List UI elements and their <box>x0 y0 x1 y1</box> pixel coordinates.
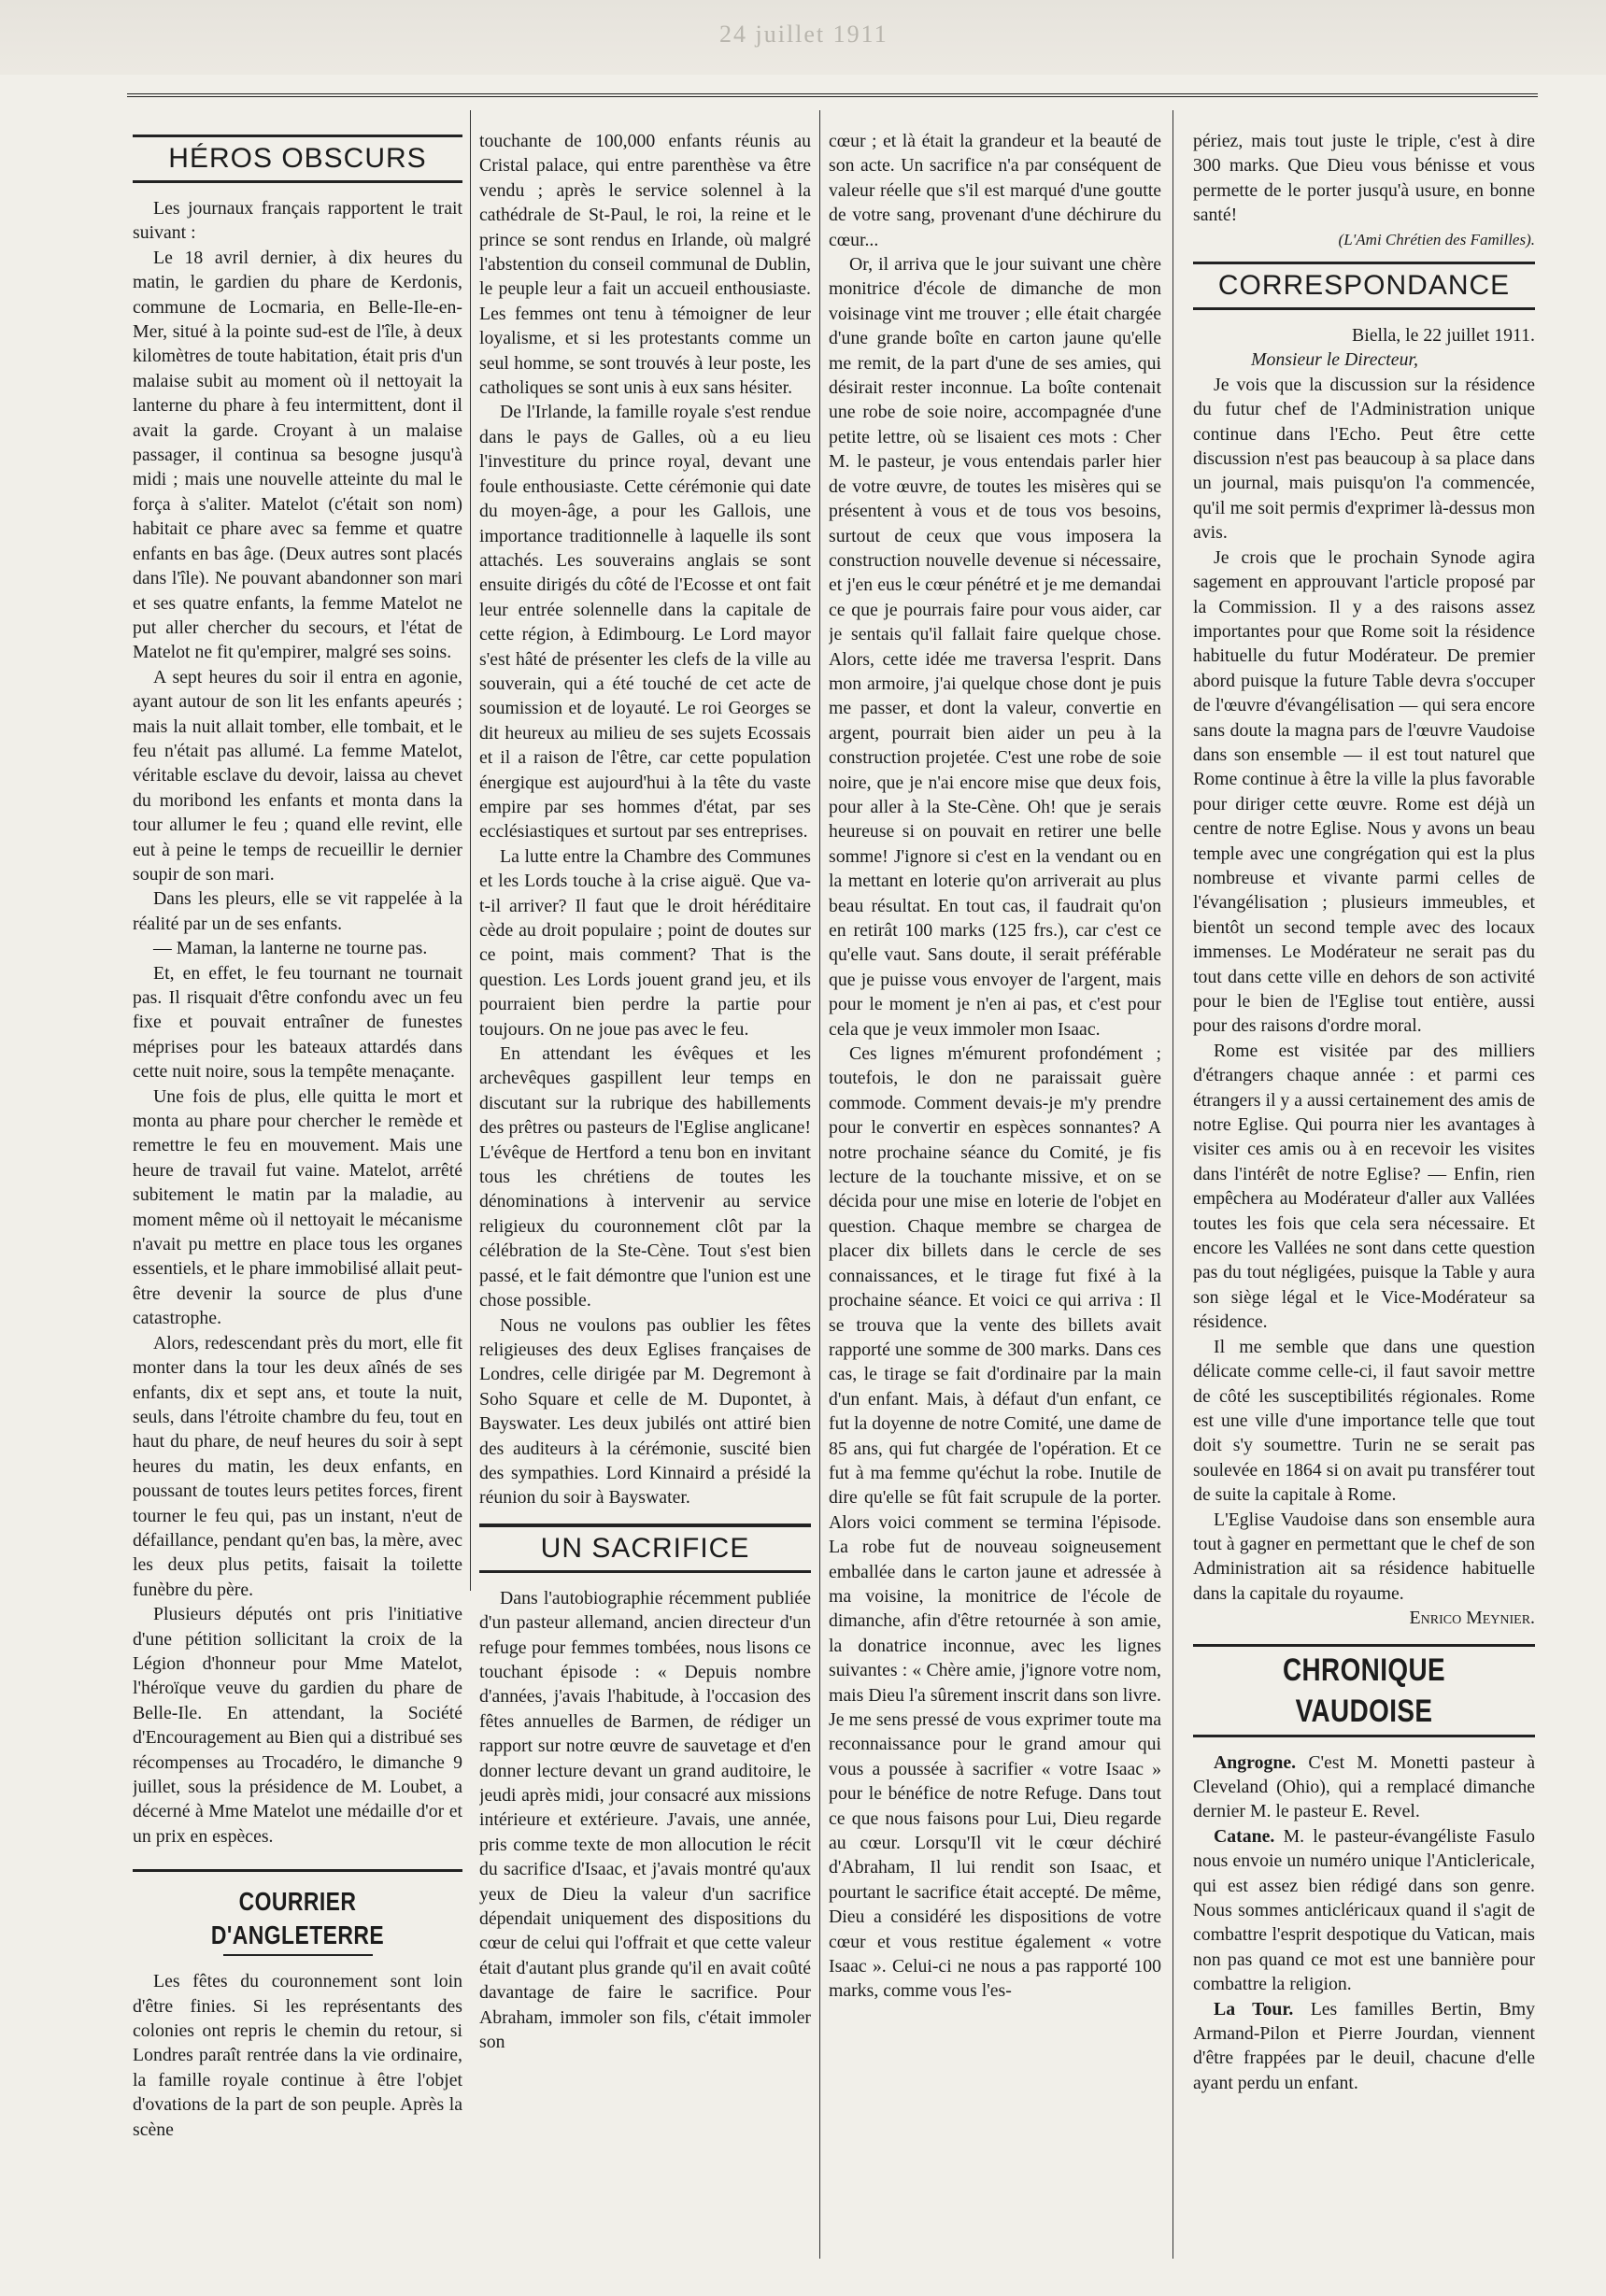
signature-name: Enrico Meynier. <box>1409 1608 1535 1629</box>
courrier-paragraph: Nous ne voulons pas oublier les fêtes religieuses des deux Eglises françaises de Londres, celle dirigée par M. Degremont à Soho Square et celle de M. Dupontet, à Bayswater. Les deux jubilés ont attiré bien des auditeurs à la cérémonie, suscité bien des sympathies. Lord Kinnaird a présidé la réunion du soir à Bayswater. <box>479 1314 811 1509</box>
chronique-title: CHRONIQUE VAUDOISE <box>1282 1651 1446 1729</box>
courrier-title: COURRIER D'ANGLETERRE <box>210 1887 385 1950</box>
sacrifice-paragraph: Or, il arriva que le jour suivant une chère monitrice d'école de dimanche de mon voisinage vint me trouver ; elle était chargée d'une grande boîte en carton jaune qu'elle me remit, de la part d'une de ses amies, qui désirait rester inconnue. La boîte contenait une robe de soie noire, accompagnée d'une petite lettre, où se lisaient ces mots : Cher M. le pasteur, je vous entendais parler hier de votre œuvre, de toutes les misères qui se présentent à vous et de tous vos besoins, surtout de ceux que vous imposera la construction nouvelle devenue si nécessaire, et j'en eus le cœur pénétré et je me demandai ce que je pourrais faire pour vous aider, car je sentais qu'il fallait faire quelque chose. Alors, cette idée me traversa l'esprit. Dans mon armoire, j'ai quelque chose dont je puis me passer, et dont la valeur, convertie en argent, pourrait bien aider un peu à la construction projetée. C'est une robe de soie noire, que je n'ai encore mise que deux fois, pour aller à la Ste-Cène. Oh! que je serais heureuse si on pouvait en retirer une belle somme! J'ignore si c'est en la vendant ou en la mettant en loterie qu'on arriverait au plus beau résultat. En tout cas, il faudrait qu'on en retirât 100 marks (125 frs.), car c'est ce qu'elle vaut. Sans doute, il serait préférable que je puisse vous envoyer de l'argent, mais pour le moment je n'en ai pas, et c'est pour cela que je veux immoler mon Isaac. <box>829 254 1161 1040</box>
chronique-heading <box>1193 1644 1535 1737</box>
chronique-item <box>1193 1750 1535 1824</box>
courrier-heading <box>133 1869 462 1956</box>
correspondance-paragraph: Rome est visitée par des milliers d'étrangers chaque année : et parmi ces étrangers il y a aussi certainement des amis de notre Eglise. Qui pourra nier les avantages à visiter ces amis ou à en recevoir les visites dans l'intérêt de notre Eglise? — Enfin, rien empêchera au Modérateur d'aller aux Vallées toutes les fois que cela sera nécessaire. Et encore les Vallées ne sont dans cette question pas du tout négligées, puisque la Table y aura son siège légal et le Vice-Modérateur sa résidence. <box>1193 1040 1535 1333</box>
chronique-place: La Tour. <box>1214 1998 1294 2020</box>
heros-paragraph: Dans les pleurs, elle se vit rappelée à la réalité par un de ses enfants. <box>133 888 462 934</box>
column-3 <box>829 129 1161 2268</box>
sacrifice-paragraph: cœur ; et là était la grandeur et la beauté de son acte. Un sacrifice n'a par conséquent de valeur réelle que s'il est marqué d'une goutte de votre sang, provenant d'une déchirure du cœur... <box>829 131 1161 250</box>
heros-paragraph: Le 18 avril dernier, à dix heures du matin, le gardien du phare de Kerdonis, commune de Locmaria, en Belle-Ile-en-Mer, situé à la pointe sud-est de l'île, à deux kilomètres de toute habitation, était pris d'un malaise subit au moment où il nettoyait la lanterne du phare à feu intermittent, dont il avait la garde. Croyant à un malaise passager, il continua sa besogne jusqu'à midi ; mais une nouvelle atteinte du mal le força à s'aliter. Matelot (c'était son nom) habitait ce phare avec sa femme et quatre enfants en bas âge. (Deux autres sont placés dans l'île). Ne pouvant abandonner son mari et ses quatre enfants, la femme Matelot ne put aller chercher du secours, et l'état de Matelot ne fit qu'empirer, malgré ses soins. <box>133 247 462 663</box>
column-separator-2 <box>819 110 820 2259</box>
page-top-band <box>0 0 1606 75</box>
sacrifice-title: UN SACRIFICE <box>540 1532 750 1564</box>
correspondance-paragraph: Je crois que le prochain Synode agira sagement en approuvant l'article proposé par la Commission. Il y a des raisons assez importantes pour que Rome soit la résidence habituelle du futur Modérateur. De premier abord puisque la future Table devra s'occuper de l'œuvre d'évangélisation — qui sera encore sans doute la magna pars de l'œuvre Vaudoise dans son ensemble — il est tout naturel que Rome continue à être la ville la plus favorable pour diriger cette œuvre. Rome est déjà un centre de notre Eglise. Nous y avons un beau temple avec une congrégation qui est la plus nombreuse et vivante parmi celles de l'évangélisation ; plusieurs immeubles, et bientôt un second temple avec des locaux immenses. Le Modérateur ne serait pas du tout dans cette ville en dehors de son activité pour le bien de l'Eglise tout entière, aussi pour des raisons d'ordre moral. <box>1193 546 1535 1037</box>
chronique-place: Catane. <box>1214 1825 1275 1847</box>
correspondance-signature <box>1193 1606 1535 1630</box>
chronique-item <box>1193 1997 1535 2096</box>
courrier-paragraph: La lutte entre la Chambre des Communes et les Lords touche à la crise aiguë. Que va-t-il arriver? Il faut que le droit héréditaire cède au droit populaire ; point de doutes sur ce point, mais comment? That is the question. Les Lords jouent grand jeu, et ils pourraient bien perdre la partie pour toujours. On ne joue pas avec le feu. <box>479 845 811 1040</box>
column-4 <box>1193 129 1535 2268</box>
faint-header-date: 24 juillet 1911 <box>719 21 888 48</box>
heros-paragraph: Plusieurs députés ont pris l'initiative d'une pétition sollicitant la croix de la Légion d'honneur pour Mme Matelot, l'héroïque veuve du gardien du phare de Belle-Ile. En attendant, la Société d'Encouragement au Bien qui a distribué ses récompenses au Trocadéro, le dimanche 9 juillet, sous la présidence de M. Loubet, a décerné à Mme Matelot une médaille d'or et un prix en espèces. <box>133 1604 462 1847</box>
chronique-item <box>1193 1824 1535 1997</box>
courrier-title-rule <box>223 1954 373 1956</box>
column-1 <box>133 129 462 2268</box>
heros-paragraph: Alors, redescendant près du mort, elle fit monter dans la tour les deux aînés de ses enfants, dix et sept ans, et toute la nuit, seuls, dans l'étroite chambre du feu, tout en haut du phare, de neuf heures du soir à sept heures du matin, les deux enfants, en poussant de toutes leurs petites forces, firent tourner le feu qui, pas un instant, n'eut de défaillance, pendant qu'en bas, la mère, avec les deux plus petits, faisait la toilette funèbre du père. <box>133 1332 462 1600</box>
heros-paragraph: Les journaux français rapportent le trait suivant : <box>133 198 462 244</box>
column-separator-1 <box>470 110 471 1591</box>
sacrifice-heading <box>479 1524 811 1573</box>
heros-paragraph: Et, en effet, le feu tournant ne tournait pas. Il risquait d'être confondu avec un feu fixe et pouvait entraîner de funestes méprises pour les bateaux attardés dans cette nuit noire, sous la tempête menaçante. <box>133 962 462 1083</box>
sacrifice-paragraph: Ces lignes m'émurent profondément ; toutefois, le don ne paraissait guère commode. Comment devais-je m'y prendre pour le convertir en espèces sonnantes? A notre prochaine séance du Comité, je fis lecture de la touchante missive, et on se décida pour une mise en loterie de l'objet en question. Chaque membre se chargea de placer dix billets dans le cercle de ses connaissances, et le tirage fut fixé à la prochaine séance. Et voici ce qui arriva : Il se trouva que la vente des billets avait rapporté une somme de 300 marks. Dans ces cas, le tirage se fait d'ordinaire par la main d'un enfant. Mais, à défaut d'un enfant, ce fut la doyenne de notre Comité, une dame de 85 ans, qui fut chargée de l'opération. Et ce fut à ma femme qu'échut la robe. Inutile de dire qu'elle se fût fait scrupule de la porter. Alors voici comment se termina l'épisode. La robe fut de nouveau soigneusement emballée dans le carton jaune et adressée à ma voisine, la monitrice de l'école de dimanche, afin d'être retournée à son amie, la donatrice inconnue, avec les lignes suivantes : « Chère amie, j'ignore votre nom, mais Dieu l'a sûrement inscrit dans son livre. Je me sens pressé de vous exprimer toute ma reconnaissance pour le grand amour qui vous a poussée à sacrifier « votre Isaac » pour le bénéfice de notre Refuge. Dans tout ce que nous faisons pour Lui, Dieu regarde au cœur. Lorsqu'Il vit le cœur déchiré d'Abraham, Il lui rendit son Isaac, et pourtant le sacrifice était accepté. De même, Dieu a considéré les dispositions de votre cœur et vous restitue également « votre Isaac ». Celui-ci ne nous a pas rapporté 100 marks, comme vous l'es- <box>829 1043 1161 2002</box>
heros-paragraph: A sept heures du soir il entra en agonie, ayant autour de son lit les enfants apeurés ; mais la nuit allait tomber, elle tombait, et le feu n'était pas allumé. La femme Matelot, véritable esclave du devoir, laissa au chevet du moribond les enfants et monta dans la tour allumer le feu ; quand elle revint, elle eut à peine le temps de recueillir le dernier soupir de son mari. <box>133 666 462 885</box>
chronique-text: M. le pasteur-évangéliste Fasulo nous envoie un numéro unique l'Anticlericale, qui est assez bien rédigé dans son genre. Nous sommes anticléricaux quand il s'agit de combattre l'esprit despotique du Vatican, mais non pas quand ce mot est une bannière pour combattre la religion. <box>1193 1825 1535 1995</box>
heros-paragraph: Une fois de plus, elle quitta le mort et monta au phare pour chercher le remède et remettre le feu en mouvement. Mais une heure de travail fut vaine. Matelot, arrêté subitement le matin par la maladie, au moment même où il nettoyait le mécanisme n'avait pu mettre en place tous les organes essentiels, et le phare immobilisé allait peut-être devenir la source de plus d'une catastrophe. <box>133 1085 462 1329</box>
chronique-text: C'est M. Monetti pasteur à Cleveland (Ohio), qui a remplacé dimanche dernier M. le pasteur E. Revel. <box>1193 1751 1535 1822</box>
heros-paragraph: — Maman, la lanterne ne tourne pas. <box>153 938 428 959</box>
courrier-paragraph: Les fêtes du couronnement sont loin d'être finies. Si les représentants des colonies ont repris le chemin du retour, si Londres paraît rentrée dans la vie ordinaire, la famille royale continue à être l'objet d'ovations de la part de son peuple. Après la scène <box>133 1971 462 2140</box>
correspondance-dateline: Biella, le 22 juillet 1911. <box>1352 325 1535 347</box>
column-2 <box>479 129 811 2268</box>
chronique-place: Angrogne. <box>1214 1751 1297 1773</box>
correspondance-title: CORRESPONDANCE <box>1217 270 1511 302</box>
sacrifice-paragraph: périez, mais tout juste le triple, c'est à dire 300 marks. Que Dieu vous bénisse et vous permette de le porter jusqu'à usure, en bonne santé! <box>1193 131 1535 226</box>
courrier-paragraph: De l'Irlande, la famille royale s'est rendue dans le pays de Galles, où a eu lieu l'investiture du prince royal, devant une foule enthousiaste. Cette cérémonie qui date du moyen-âge, a pour les Gallois, une importance traditionnelle à laquelle ils sont attachés. Les souverains anglais se sont ensuite dirigés du côté de l'Ecosse et ont fait leur entrée solennelle dans la capitale de cette région, à Edimbourg. Le Lord mayor s'est hâté de présenter les clefs de la ville au souverain, qui a été touché de cet acte de soumission et de loyauté. Le roi Georges se dit heureux au milieu de ses sujets Ecossais et il a raison de l'être, car cette population énergique est aujourd'hui à la tête du vaste empire par ses hommes d'état, par ses ecclésiastiques et surtout par ses entreprises. <box>479 402 811 843</box>
correspondance-paragraph: Il me semble que dans une question délicate comme celle-ci, il faut savoir mettre de côté les susceptibilités régionales. Rome est une ville d'une importance telle que tout doit s'y soumettre. Turin ne se serait pas soulevée en 1864 si on avait pu transférer tout de suite la capitale à Rome. <box>1193 1336 1535 1506</box>
correspondance-heading <box>1193 262 1535 310</box>
heros-title: HÉROS OBSCURS <box>168 143 427 174</box>
heros-heading <box>133 135 462 183</box>
courrier-paragraph: En attendant les évêques et les archevêques gaspillent leur temps en discutant sur la rubrique des habillements des prêtres ou pasteurs de l'Eglise anglicane! L'évêque de Hertford a tenu bon en invitant tous les chrétiens de toutes les dénominations à intervenir au service religieux du couronnement clôt par la célébration de la Ste-Cène. Tout s'est bien passé, et le fait démontre que l'union est une chose possible. <box>479 1043 811 1311</box>
sacrifice-source: (L'Ami Chrétien des Familles). <box>1338 230 1535 248</box>
correspondance-salutation: Monsieur le Directeur, <box>1251 349 1418 371</box>
correspondance-paragraph: Je vois que la discussion sur la résidence du futur chef de l'Administration unique continue dans l'Echo. Peut être cette discussion n'est pas beaucoup à sa place dans un journal, mais puisqu'on l'a commencée, qu'il me soit permis d'exprimer là-dessus mon avis. <box>1193 374 1535 544</box>
courrier-paragraph: touchante de 100,000 enfants réunis au Cristal palace, qui entre parenthèse va être vendu ; après le service solennel à la cathédrale de St-Paul, le roi, la reine et le prince se sont rendus en Irlande, où malgré l'abstention du conseil communal de Dublin, le peuple leur a fait un accueil enthousiaste. Les femmes ont tenu à témoigner de leur loyalisme, et si les protestants comme un seul homme, se sont trouvés à leur poste, les catholiques se sont unis à eux sans hésiter. <box>479 131 811 399</box>
chronique-text: Les familles Bertin, Bmy Armand-Pilon et Pierre Jourdan, viennent d'être frappées par le deuil, chacune d'elle ayant perdu un enfant. <box>1193 1998 1535 2093</box>
header-rule <box>127 93 1538 97</box>
sacrifice-paragraph: Dans l'autobiographie récemment publiée d'un pasteur allemand, ancien directeur d'un refuge pour femmes tombées, nous lisons ce touchant épisode : « Depuis nombre d'années, j'avais l'habitude, à l'occasion des fêtes annuelles de Barmen, de rédiger un rapport sur notre œuvre de sauvetage et d'en donner lecture devant un grand auditoire, le jeudi après midi, jour consacré aux missions intérieure et extérieure. J'avais, une année, pris comme texte de mon allocution le récit du sacrifice d'Isaac, et j'avais montré qu'aux yeux de Dieu la valeur d'un sacrifice dépendait uniquement des dispositions du cœur de celui qui l'offrait et que cette valeur était d'autant plus grande qu'il en avait coûté davantage de faire le sacrifice. Pour Abraham, immoler son fils, c'était immoler son <box>479 1587 811 2053</box>
correspondance-paragraph: L'Eglise Vaudoise dans son ensemble aura tout à gagner en permettant que le chef de son Administration ait sa résidence habituelle dans la capitale du royaume. <box>1193 1509 1535 1604</box>
